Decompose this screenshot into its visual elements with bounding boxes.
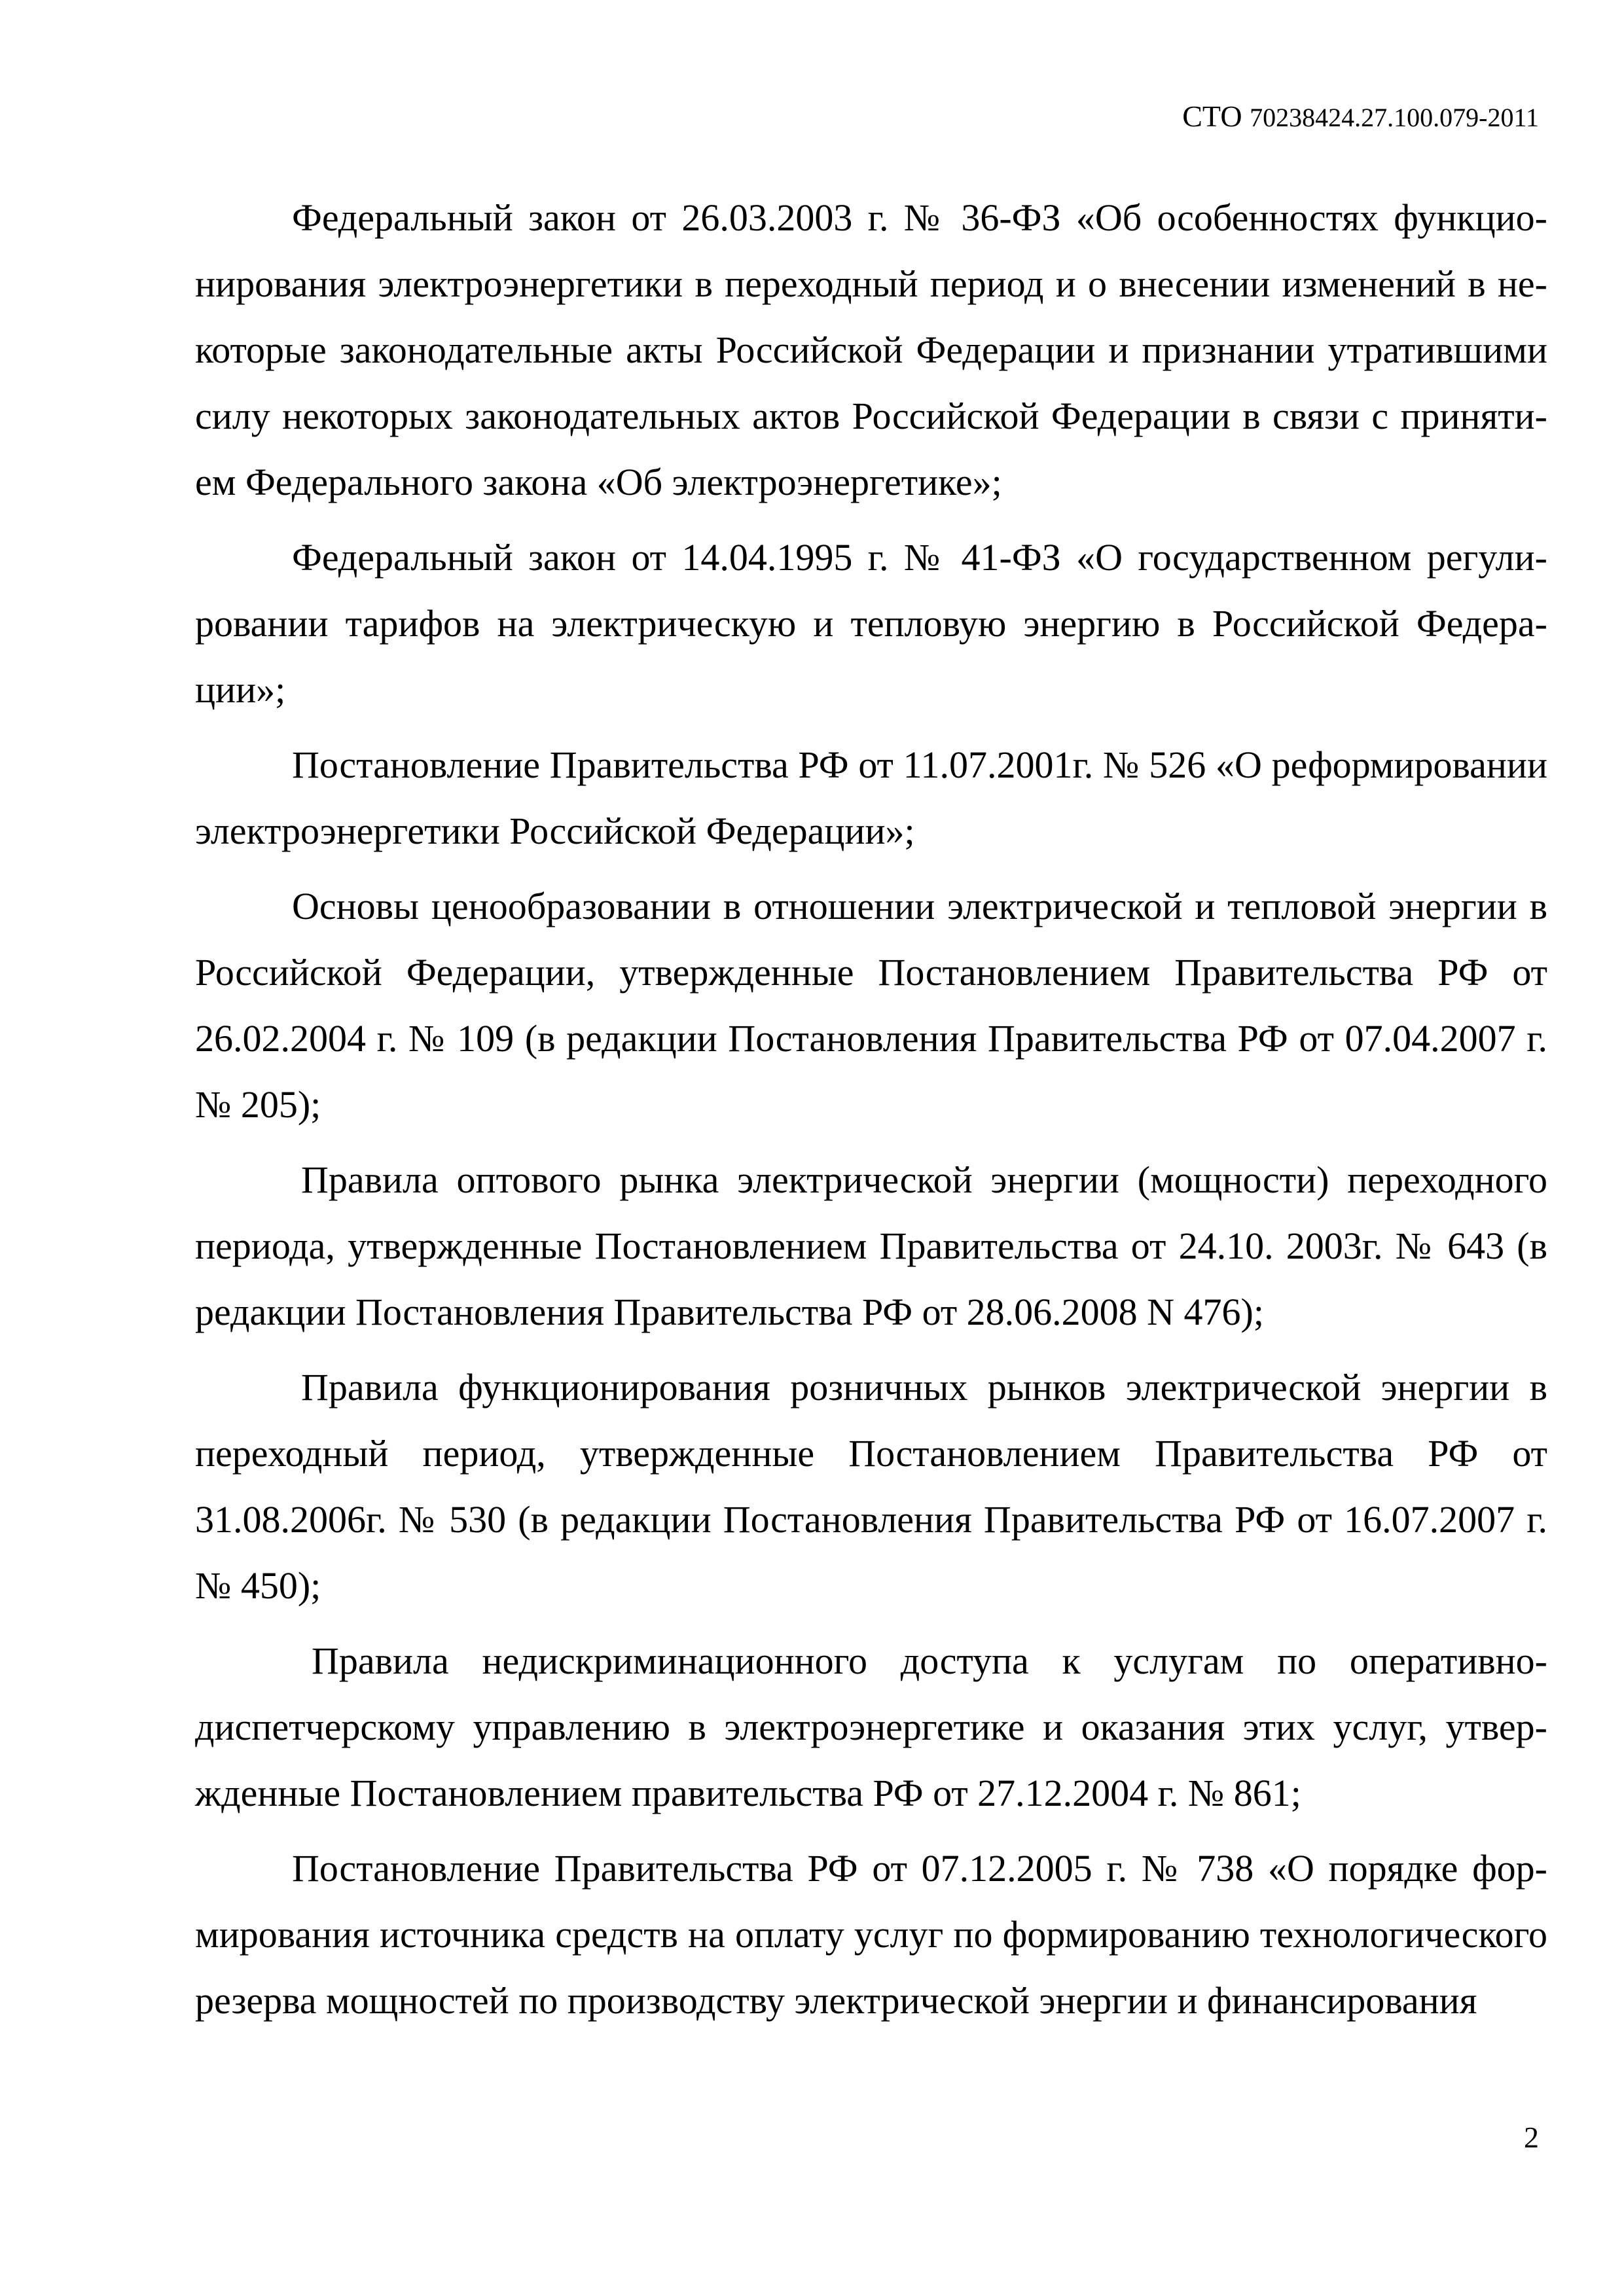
paragraph-wholesale-market-rules: Правила оптового рынка электрической энергии (мощности) переходного периода, утвержденные Постановлением Правительства от 24.10. 2003г. № 643 (в редакции Постановления Правительства РФ от 28.06.2008 N 476); [195,1158,1547,1333]
document-code [1182,98,1539,136]
paragraph-federal-law-41fz: Федеральный закон от 14.04.1995 г. № 41-ФЗ «О государственном регулировании тарифов на электрическую и тепловую энергию в Российской Федерации»; [195,536,1547,711]
page-number: 2 [1524,2121,1539,2154]
paragraph-federal-law-36fz: Федеральный закон от 26.03.2003 г. № 36-ФЗ «Об особенностях функционирования электроэнергетики в переходный период и о внесении изменений в некоторые законодательные акты Российской Федерации и признании утратившими силу некоторых законодательных актов Российской Федерации в связи с принятием Федерального закона «Об электроэнергетике»; [195,196,1547,503]
paragraph-retail-market-rules: Правила функционирования розничных рынков электрической энергии в переходный период, утвержденные Постановлением Правительства РФ от 31.08.2006г. № 530 (в редакции Постановления Правительства РФ от 16.07.2007 г. № 450); [195,1366,1547,1607]
paragraph-resolution-738: Постановление Правительства РФ от 07.12.2005 г. № 738 «О порядке формирования источника средств на оплату услуг по формированию технологического резерва мощностей по производству электрической энергии и финансирования [195,1847,1547,2022]
paragraph-pricing-basics: Основы ценообразовании в отношении электрической и тепловой энергии в Российской Федерации, утвержденные Постановлением Правительства РФ от 26.02.2004 г. № 109 (в редакции Постановления Правительства РФ от 07.04.2007 г. № 205); [195,885,1547,1126]
paragraph-dispatch-access-rules: Правила недискриминационного доступа к услугам по оперативно-диспетчерскому управлению в электроэнергетике и оказания этих услуг, утвержденные Постановлением правительства РФ от 27.12.2004 г. № 861; [195,1640,1547,1814]
document-body [195,185,1547,2043]
document-code-prefix: СТО [1182,99,1242,133]
document-code-number: 70238424.27.100.079-2011 [1250,103,1539,132]
paragraph-resolution-526: Постановление Правительства РФ от 11.07.2001г. № 526 «О реформировании электроэнергетики Российской Федерации»; [195,744,1547,852]
